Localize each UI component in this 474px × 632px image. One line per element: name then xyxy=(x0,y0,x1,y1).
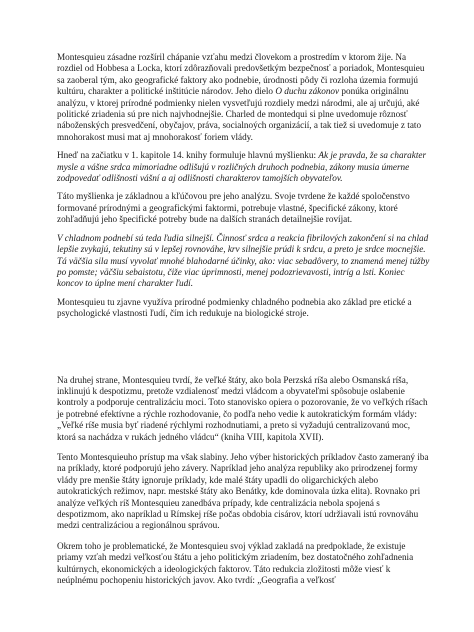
cold-climate-quote: V chladnom podnebí sú teda ľudia silnejší. Činnosť srdca a reakcia fibrilových zakončení si na chlad lepšie zvykajú, tekutiny sú v lepšej rovnováhe, krv silnejšie prúdi k srdcu, a preto je srdce mocnejšie. Tá väčšia sila musí vyvolať mnohé blahodarné účinky, ako: viac sebadôvery, to znamená menej túžby po pomste; väčšiu sebaistotu, čiže viac úprimnosti, menej podozrievavosti, intríg a lsti. Koniec koncov to úplne mení charakter ľudí. xyxy=(57,232,430,289)
paragraph-cold-climate-quote xyxy=(57,233,430,290)
main-idea-lead: Hneď na začiatku v 1. kapitole 14. knihy formuluje hlavnú myšlienku: xyxy=(57,150,319,161)
book-title-italic: O duchu zákonov xyxy=(275,86,340,97)
intro-text-2: ponúka originálnu analýzu, v ktorej prírodné podmienky nielen vysvetľujú rozdiely medzi národmi, ale aj určujú, aké politické zriadenia sú pre nich najvhodnejšie. Charled de montedqui si plne uvedomuje rôznosť náboženských presvedčení, obyčajov, práva, socialnoých organizácií, a tak tiež si uvedomuje z tato mnohorakost musi mat aj mnohorakosť foriem vlády. xyxy=(57,86,422,142)
biological-machines-text: Montesquieu tu zjavne využíva prírodné podmienky chladného podnebia ako základ pre etické a psychologické vlastnosti ľudí, čím ich redukuje na biologické stroje. xyxy=(57,296,412,319)
paragraph-main-idea xyxy=(57,150,430,184)
weaknesses-text: Tento Montesquieuho prístup ma však slabiny. Jeho výber historických príkladov často zameraný iba na príklady, ktoré podporujú jeho závery. Napríklad jeho analýza republiky ako prirodzenej formy vlády pre menšie štáty ignoruje príklady, kde malé štáty upadli do oligarchických alebo autokratických režimov, napr. mestské štáty ako Benátky, kde dominovala úzka elita). Rovnako pri analýze veľkých ríš Montesquieu zanedbáva prípady, kde centralizácia nebola spojená s despotizmom, ako napríklad u Rímskej ríše počas obdobia cisárov, ktorí udržiavali istú rovnováhu medzi centralizáciou a regionálnou správou. xyxy=(57,451,429,531)
paragraph-large-states xyxy=(57,375,430,443)
intro-text-1: Montesquieu zásadne rozšíril chápanie vzťahu medzi človekom a prostredím v ktorom žije. Na rozdiel od Hobbesa a Locka, ktorí zdôrazňovali predovšetkým bezpečnosť a poriadok, Montesquieu sa zaoberal tým, ako geografické faktory ako podnebie, úrodnosti pôdy či rozloha územia formujú kultúru, charakter a politické inštitúcie národov. Jeho dielo xyxy=(57,52,425,97)
problematic-text: Okrem toho je problematické, že Montesquieu svoj výklad zakladá na predpoklade, že existuje priamy vzťah medzi veľkosťou štátu a jeho politickým zriadením, bez dostatočného zohľadnenia kultúrnych, ekonomických a ideologických faktorov. Táto redukcia zložitosti môže viesť k neúplnému pochopeniu historických javov. Ako tvrdí: „Geografia a veľkosť xyxy=(57,540,414,586)
analysis-text: Táto myšlienka je základnou a kľúčovou pre jeho analýzu. Svoje tvrdene že každé spoločenstvo formované prírodnými a geografickými faktormi, potrebuje vlastné, špecifické zákony, ktoré zohľadňujú jeho špecifické potreby bude na dalších stranách detailnejšie rovíjat. xyxy=(57,191,410,225)
main-idea-quote: Ak je pravda, že sa charakter mysle a vášne srdca mimoriadne odlišujú v rozličných druhoch podnebia, zákony musia úmerne zodpovedať odlišnosti vášní a aj odlišnosti charakterov tamojších obyvateľov. xyxy=(57,150,427,184)
large-states-text: Na druhej strane, Montesquieu tvrdí, že veľké štáty, ako bola Perzská ríša alebo Osmanská ríša, inklinujú k despotizmu, pretože vzdialenosť medzi vládcom a obyvateľmi spôsobuje oslabenie kontroly a podporuje centralizáciu moci. Toto stanovisko opiera o pozorovanie, že vo veľkých ríšach je potrebné efektívne a rýchle rozhodovanie, čo podľa neho vedie k autokratickým formám vlády: „Veľké ríše musia byť riadené rýchlymi rozhodnutiami, a preto si vyžadujú centralizovanú moc, ktorá sa nachádza v rukách jedného vládcu“ (kniha VIII, kapitola XVII). xyxy=(57,374,428,442)
paragraph-biological-machines xyxy=(57,297,430,320)
paragraph-problematic xyxy=(57,541,430,587)
paragraph-analysis xyxy=(57,191,430,225)
paragraph-intro xyxy=(57,52,430,143)
paragraph-weaknesses xyxy=(57,452,430,532)
